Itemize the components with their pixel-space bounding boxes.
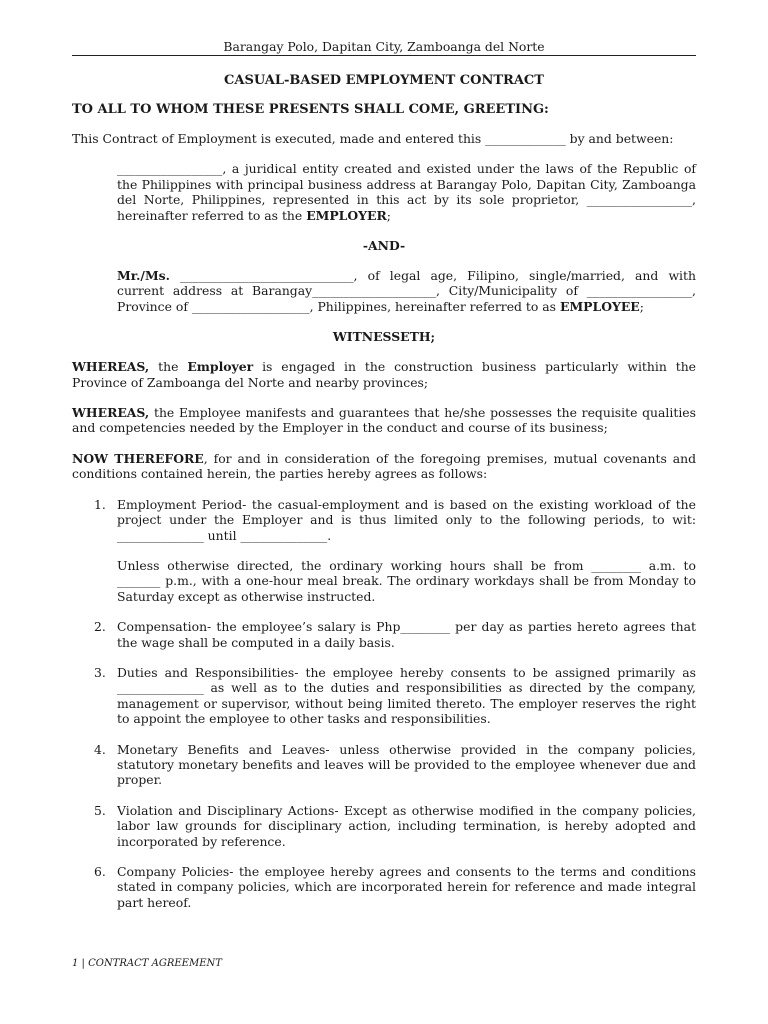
employee-paragraph [117, 268, 696, 314]
term-text: Duties and Responsibilities- the employee hereby consents to be assigned primarily as ______________ as well as to the duties and responsibilities as directed by the company, management or supervisor, without being limited thereto. The employer reserves the right to appoint the employee to other tasks and responsibilities. [117, 664, 696, 727]
now-therefore-text: , for and in consideration of the foregoing premises, mutual covenants and conditions contained herein, the parties hereby agrees as follows: [72, 450, 697, 482]
whereas-employer-term: Employer [187, 359, 254, 375]
term-number: 5. [94, 802, 106, 818]
whereas-text: is engaged in the construction business particularly within the Province of Zamboanga del Norte and nearby provinces; [72, 359, 697, 390]
term-number: 4. [94, 741, 106, 757]
term-item [72, 619, 696, 650]
employee-prefix: Mr./Ms. [117, 268, 170, 284]
term-number: 2. [94, 619, 106, 635]
employer-paragraph [117, 161, 696, 223]
page-footer: 1 | CONTRACT AGREEMENT [72, 958, 222, 969]
whereas-text: the [149, 359, 188, 375]
intro-paragraph: This Contract of Employment is executed, made and entered this _____________ by and between: [72, 131, 674, 146]
header-divider [72, 55, 696, 56]
employee-term: EMPLOYEE [560, 298, 640, 314]
now-therefore-lead: NOW THEREFORE [72, 450, 204, 466]
term-number: 3. [94, 664, 106, 680]
term-number: 6. [94, 864, 106, 879]
witnesseth-heading: WITNESSETH; [332, 329, 436, 345]
whereas-employee-paragraph [72, 405, 696, 436]
employer-text: _________________, a juridical entity created and existed under the laws of the Republic of the Philippines with principal business address at Barangay Polo, Dapitan City, Zamboanga del Norte, Philippines, represented in this act by its sole proprietor, _________________, hereinafter referred to as the [117, 161, 696, 223]
whereas-lead: WHEREAS, [72, 405, 150, 421]
employer-end: ; [386, 207, 391, 223]
document-body [72, 73, 696, 925]
whereas-employer-paragraph [72, 359, 696, 390]
term-text: Compensation- the employee’s salary is Php________ per day as parties hereto agrees that the wage shall be computed in a daily basis. [117, 619, 696, 650]
terms-list [72, 497, 696, 911]
term-item [72, 665, 696, 727]
employee-text: ____________________________, of legal age, Filipino, single/married, and with current address at Barangay____________________, City/Municipality of _________________, Province of ___________________, Philippines, hereinafter referred to as [117, 268, 696, 314]
whereas-lead: WHEREAS, [72, 359, 150, 375]
term-text: Company Policies- the employee hereby agrees and consents to the terms and conditions stated in company policies, which are incorporated herein for reference and made integral part hereof. [117, 864, 696, 910]
term-number: 1. [94, 496, 106, 512]
now-therefore-paragraph [72, 451, 696, 482]
employer-term: EMPLOYER [306, 207, 387, 223]
term-item [72, 742, 696, 788]
term-text: Violation and Disciplinary Actions- Except as otherwise modified in the company policies, labor law grounds for disciplinary action, including termination, is hereby adopted and incorporated by reference. [117, 802, 696, 849]
term-item [72, 497, 696, 604]
term-text: Employment Period- the casual-employment and is based on the existing workload of the project under the Employer and is thus limited only to the following periods, to wit: ______________ until ______________. [117, 496, 696, 543]
employee-end: ; [639, 298, 644, 314]
document-title: CASUAL-BASED EMPLOYMENT CONTRACT [224, 73, 544, 88]
term-subtext: Unless otherwise directed, the ordinary working hours shall be from ________ a.m. to _______ p.m., with a one-hour meal break. The ordinary workdays shall be from Monday to Saturday except as otherwise instructed. [117, 557, 696, 604]
employer-block [117, 161, 696, 223]
employee-block [117, 268, 696, 314]
page-header: Barangay Polo, Dapitan City, Zamboanga del Norte [223, 39, 545, 54]
and-separator: -AND- [362, 238, 406, 254]
whereas-text: the Employee manifests and guarantees that he/she possesses the requisite qualities and competencies needed by the Employer in the conduct and course of its business; [72, 405, 696, 436]
greeting-heading: TO ALL TO WHOM THESE PRESENTS SHALL COME, GREETING: [72, 102, 549, 117]
term-item [72, 864, 696, 910]
term-item [72, 803, 696, 849]
term-text: Monetary Benefits and Leaves- unless otherwise provided in the company policies, statutory monetary benefits and leaves will be provided to the employee whenever due and proper. [117, 741, 696, 788]
